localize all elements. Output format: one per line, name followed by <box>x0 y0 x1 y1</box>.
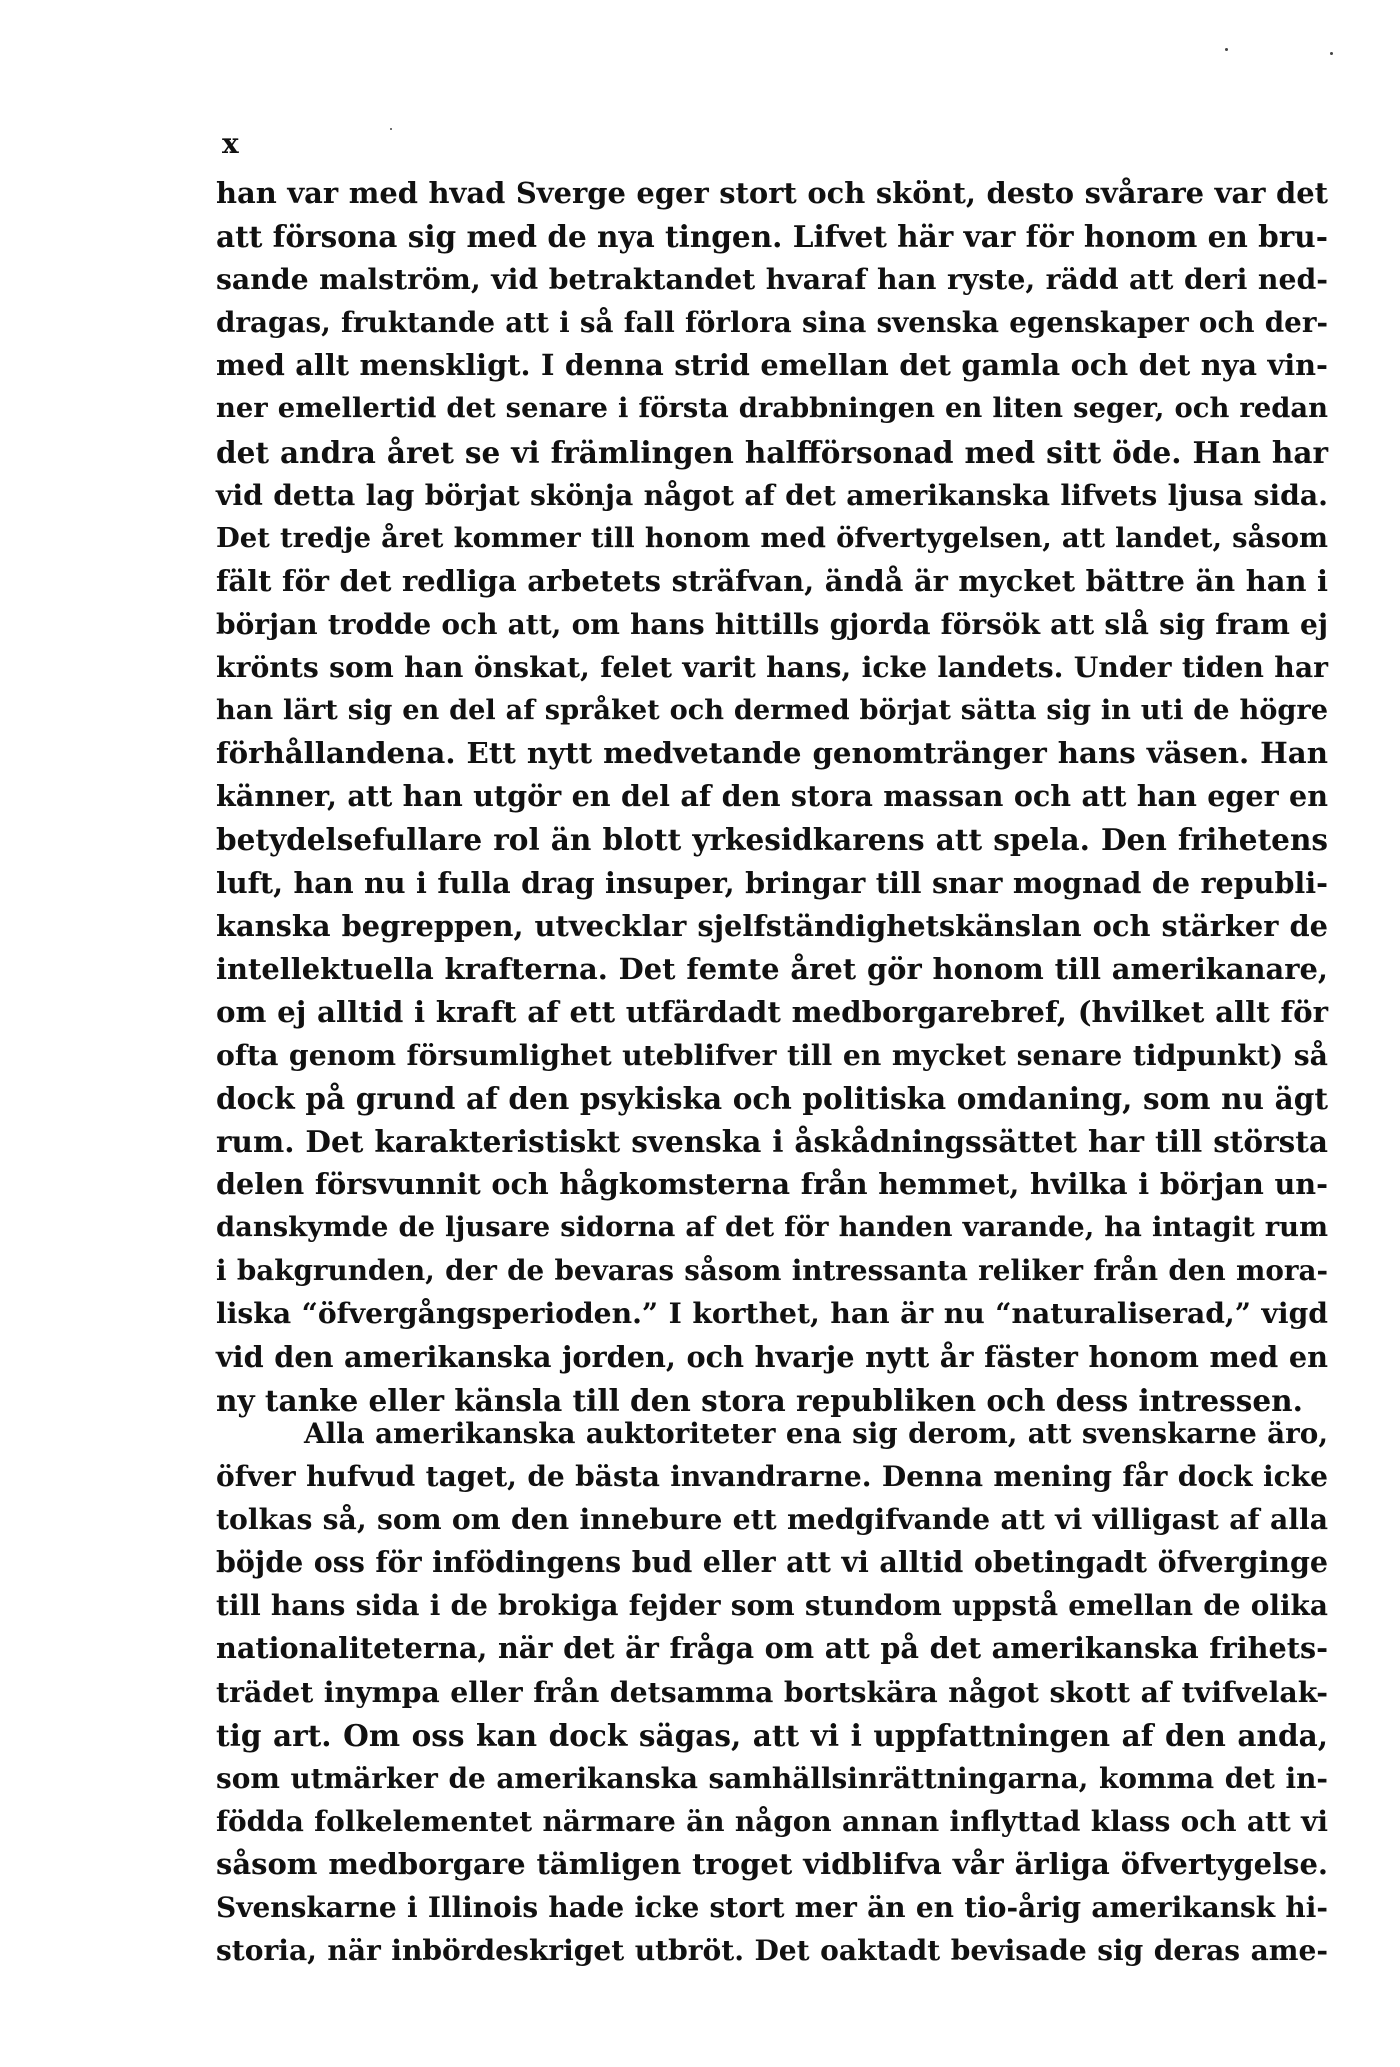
text-line: till hans sida i de brokiga fejder som stundom uppstå emellan de olika <box>216 1589 1328 1623</box>
text-line: tig art. Om oss kan dock sägas, att vi i uppfattningen af den anda, <box>216 1717 1328 1753</box>
text-line: tolkas så, som om den innebure ett medgifvande att vi villigast af alla <box>216 1502 1328 1537</box>
text-line: fält för det redliga arbetets sträfvan, ändå är mycket bättre än han i <box>216 563 1328 598</box>
paragraph-1 <box>216 172 1328 1422</box>
text-line: dragas, fruktande att i så fall förlora sina svenska egenskaper och der- <box>216 306 1328 340</box>
text-line: som utmärker de amerikanska samhällsinrättningarna, komma det in- <box>216 1761 1328 1795</box>
text-line: förhållandena. Ett nytt medvetande genomtränger hans väsen. Han <box>216 736 1328 771</box>
text-line: intellektuella krafterna. Det femte året gör honom till amerikanare, <box>216 951 1328 986</box>
text-line: vid den amerikanska jorden, och hvarje nytt år fäster honom med en <box>216 1339 1328 1374</box>
text-line: ny tanke eller känsla till den stora republiken och dess intressen. <box>216 1382 1303 1418</box>
text-line: början trodde och att, om hans hittills gjorda försök att slå sig fram ej <box>216 607 1328 641</box>
text-line: danskymde de ljusare sidorna af det för handen varande, ha intagit rum <box>216 1211 1328 1244</box>
scan-speck <box>390 128 392 130</box>
text-line: känner, att han utgör en del af den stora massan och att han eger en <box>216 779 1328 814</box>
text-line: han var med hvad Sverge eger stort och skönt, desto svårare var det <box>216 176 1328 210</box>
text-line: han lärt sig en del af språket och dermed börjat sätta sig in uti de högre <box>216 694 1328 727</box>
text-line: rum. Det karakteristiskt svenska i åskådningssättet har till största <box>216 1124 1328 1160</box>
text-line: böjde oss för infödingens bud eller att vi alltid obetingadt öfverginge <box>216 1545 1328 1580</box>
text-line: Svenskarne i Illinois hade icke stort mer än en tio-årig amerikansk hi- <box>216 1891 1328 1925</box>
text-line: luft, han nu i fulla drag insuper, bringar till snar mognad de republi- <box>216 865 1328 900</box>
text-line: krönts som han önskat, felet varit hans, icke landets. Under tiden har <box>216 650 1328 685</box>
text-line: Det tredje året kommer till honom med öfvertygelsen, att landet, såsom <box>216 521 1328 554</box>
scan-speck <box>1330 52 1333 55</box>
text-line: öfver hufvud taget, de bästa invandrarne. Denna mening får dock icke <box>216 1460 1328 1494</box>
scan-speck <box>1225 48 1228 51</box>
text-line: trädet inympa eller från detsamma bortskära något skott af tvifvelak- <box>216 1674 1328 1709</box>
text-line: delen försvunnit och hågkomsterna från hemmet, hvilka i början un- <box>216 1167 1328 1202</box>
text-line: om ej alltid i kraft af ett utfärdadt medborgarebref, (hvilket allt för <box>216 994 1328 1029</box>
text-line: Alla amerikanska auktoriteter ena sig derom, att svenskarne äro, <box>304 1417 1328 1450</box>
text-line: i bakgrunden, der de bevaras såsom intressanta reliker från den mora- <box>216 1254 1328 1288</box>
text-line: med allt menskligt. I denna strid emellan det gamla och det nya vin- <box>216 348 1328 383</box>
text-line: födda folkelementet närmare än någon annan inflyttad klass och att vi <box>216 1804 1328 1838</box>
paragraph-2 <box>216 1412 1328 1972</box>
text-line: såsom medborgare tämligen troget vidblifva vår ärliga öfvertygelse. <box>216 1846 1328 1881</box>
text-line: nationaliteterna, när det är fråga om att på det amerikanska frihets- <box>216 1631 1328 1666</box>
text-line: dock på grund af den psykiska och politiska omdaning, som nu ägt <box>216 1080 1328 1116</box>
text-line: betydelsefullare rol än blott yrkesidkarens att spela. Den frihetens <box>216 822 1328 858</box>
text-line: vid detta lag börjat skönja något af det amerikanska lifvets ljusa sida. <box>216 478 1328 512</box>
text-line: ofta genom försumlighet uteblifver till en mycket senare tidpunkt) så <box>216 1037 1328 1072</box>
text-line: att försona sig med de nya tingen. Lifvet här var för honom en bru- <box>216 219 1328 255</box>
page-number: x <box>222 127 239 160</box>
text-line: ner emellertid det senare i första drabbningen en liten seger, och redan <box>216 392 1328 425</box>
text-line: liska “öfvergångsperioden.” I korthet, han är nu “naturaliserad,” vigd <box>216 1297 1328 1331</box>
text-line: storia, när inbördeskriget utbröt. Det oaktadt bevisade sig deras ame- <box>216 1934 1328 1968</box>
text-line: det andra året se vi främlingen halfförsonad med sitt öde. Han har <box>216 434 1328 470</box>
text-line: sande malström, vid betraktandet hvaraf han ryste, rädd att deri ned- <box>216 262 1328 297</box>
text-line: kanska begreppen, utvecklar sjelfständighetskänslan och stärker de <box>216 908 1328 943</box>
